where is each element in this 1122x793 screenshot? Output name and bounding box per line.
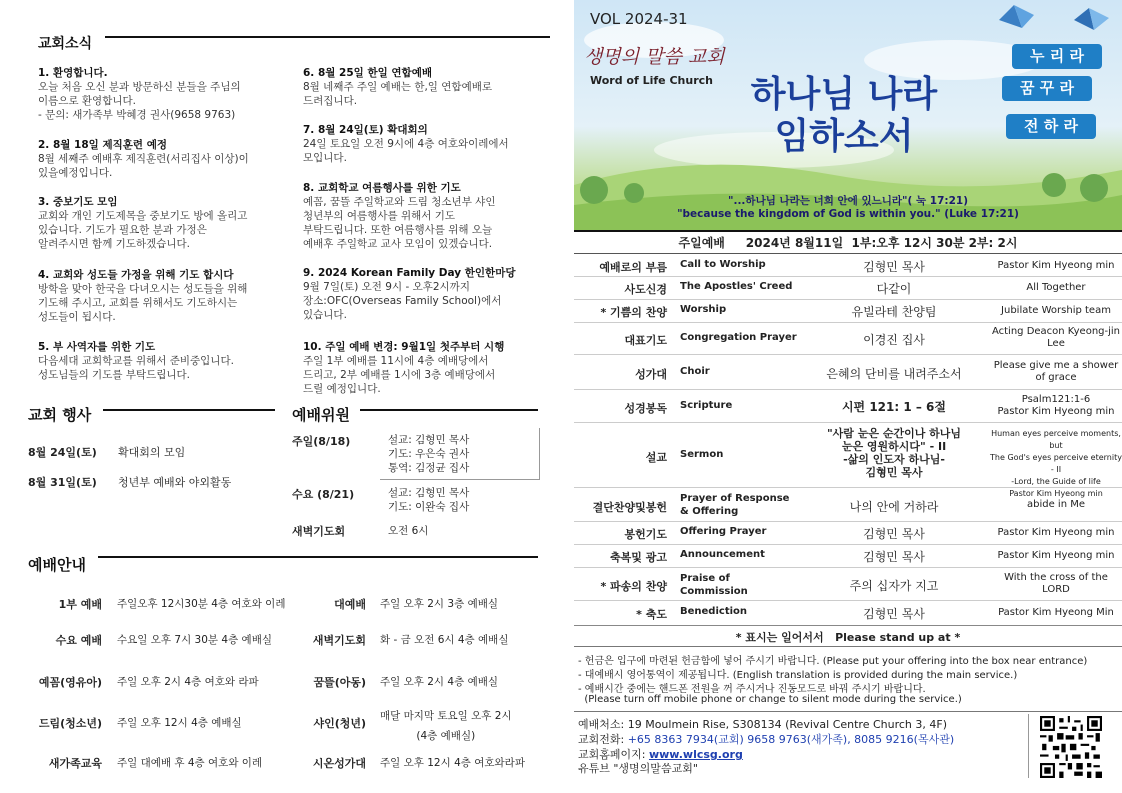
note-line: - 대예배시 영어통역이 제공됩니다. (English translation is provided during the main service.) xyxy=(578,670,1018,681)
order-kr: 설교 xyxy=(645,451,667,464)
order-row xyxy=(574,522,1122,545)
order-value: "사람 눈은 순간이나 하나님 눈은 영원하시다" - II -삶의 인도자 하나님- 김형민 목사 xyxy=(826,427,962,479)
order-who: Please give me a shower of grace xyxy=(993,360,1119,383)
order-kr: 축복및 광고 xyxy=(610,551,667,564)
phone-numbers: +65 8363 7934(교회) 9658 9763(새가족), 8085 9216(목사관) xyxy=(627,733,955,746)
event-date: 8월 31일(토) xyxy=(28,476,97,489)
qr-divider xyxy=(1028,714,1029,778)
order-who: Pastor Kim Hyeong min xyxy=(997,527,1115,538)
committee-lines: 설교: 김형민 목사 기도: 이완숙 집사 xyxy=(388,487,470,513)
service-value: 주일 대예배 후 4층 여호와 이레 xyxy=(117,757,263,769)
youtube-line: 유튜브 "생명의말씀교회" xyxy=(578,762,698,775)
order-en: Prayer of Response & Offering xyxy=(680,493,790,517)
news-item-title: 4. 교회와 성도들 가정을 위해 기도 합시다 xyxy=(38,269,234,281)
title-line-1: 하나님 나라 xyxy=(750,74,938,115)
service-value: 주일 오후 12시 4층 예배실 xyxy=(117,717,242,729)
news-item xyxy=(303,266,548,322)
order-who: Psalm121:1-6 Pastor Kim Hyeong min xyxy=(997,394,1115,417)
service-label: 새가족교육 xyxy=(48,757,102,770)
news-item-body: 24일 토요일 오전 9시에 4층 여호와이레에서 모입니다. xyxy=(303,138,509,164)
church-name-en: Word of Life Church xyxy=(590,74,713,87)
notes-divider xyxy=(574,646,1122,647)
committee-label: 수요 (8/21) xyxy=(292,488,355,501)
event-date: 8월 24일(토) xyxy=(28,446,97,459)
order-en: Congregation Prayer xyxy=(680,332,797,343)
committee-divider xyxy=(360,409,538,411)
order-row xyxy=(574,256,1122,277)
service-label: 꿈뜰(아동) xyxy=(313,676,366,689)
service-value: 수요일 오후 7시 30분 4층 예배실 xyxy=(117,634,272,646)
order-en: Call to Worship xyxy=(680,259,766,270)
service-value: 주일오후 12시30분 4층 여호와 이레 xyxy=(117,598,286,610)
order-row xyxy=(574,545,1122,568)
note-line: - 헌금은 입구에 마련된 헌금함에 넣어 주시기 바랍니다. (Please put your offering into the box near entrance) xyxy=(578,656,1088,667)
order-who: With the cross of the LORD xyxy=(1004,572,1108,595)
order-value: 다같이 xyxy=(876,282,912,296)
service-label: 새벽기도회 xyxy=(312,634,366,647)
service-value: 주일 오후 12시 4층 여호와라파 xyxy=(380,757,525,769)
order-value: 주의 십자가 지고 xyxy=(849,579,939,593)
sermon-series-title xyxy=(734,74,954,158)
verse-english: "because the kingdom of God is within you." (Luke 17:21) xyxy=(677,208,1019,220)
order-row xyxy=(574,601,1122,626)
order-kr: 봉헌기도 xyxy=(624,528,667,541)
events-section-title: 교회 행사 xyxy=(28,406,92,424)
news-item-body: 오늘 처음 오신 분과 방문하신 분들을 주님의 이름으로 환영합니다. - 문의: 새가족부 박혜경 권사(9658 9763) xyxy=(38,81,241,121)
service-label: 대예배 xyxy=(334,598,366,611)
verse-korean: "...하나님 나라는 너희 안에 있느니라"( 눅 17:21) xyxy=(727,195,968,207)
news-item-title: 9. 2024 Korean Family Day 한인한마당 xyxy=(303,267,516,279)
news-item-body: 예꼼, 꿈뜰 주일학교와 드림 청소년부 샤인 청년부의 여름행사를 위해서 기도 부탁드립니다. 또한 여름행사를 위해 오늘 예배후 주일학교 교사 모임이 있겠습니다. xyxy=(303,196,496,250)
order-who: Jubilate Worship team xyxy=(1001,305,1111,316)
order-row xyxy=(574,355,1122,390)
news-item xyxy=(303,123,548,165)
order-row xyxy=(574,390,1122,423)
news-item-title: 7. 8월 24일(토) 확대회의 xyxy=(303,124,428,136)
news-item xyxy=(38,66,283,122)
order-en: Offering Prayer xyxy=(680,526,767,537)
order-row xyxy=(574,300,1122,323)
news-item-body: 방학을 맞아 한국을 다녀오시는 성도들을 위해 기도해 주시고, 교회를 위해서도 기도하시는 성도들이 됩시다. xyxy=(38,283,248,323)
news-item xyxy=(38,138,283,180)
news-item-body: 9월 7일(토) 오전 9시 - 오후2시까지 장소:OFC(Overseas Family School)에서 있습니다. xyxy=(303,281,502,321)
order-who: Pastor Kim Hyeong Min xyxy=(998,607,1114,618)
contact-divider xyxy=(574,711,1122,712)
service-label: 1부 예배 xyxy=(58,598,102,611)
order-who: Acting Deacon Kyeong-jin Lee xyxy=(991,326,1121,349)
event-text: 청년부 예배와 야외활동 xyxy=(118,476,232,489)
order-kr: 성가대 xyxy=(635,368,667,381)
order-kr: * 축도 xyxy=(636,608,667,621)
news-item xyxy=(38,195,283,251)
order-en: The Apostles' Creed xyxy=(680,281,793,292)
services-section-title: 예배안내 xyxy=(28,556,86,574)
phone-line xyxy=(578,731,954,747)
service-value: 주일 오후 2시 4층 예배실 xyxy=(380,676,498,688)
note-line: (Please turn off mobile phone or change to silent mode during the service.) xyxy=(578,694,962,705)
committee-lines: 설교: 김형민 목사 기도: 우은숙 권사 통역: 김정균 집사 xyxy=(388,434,470,474)
badge-kkumkura: 꿈 꾸 라 xyxy=(1002,76,1092,101)
order-kr: * 파송의 찬양 xyxy=(600,580,667,593)
order-who: Pastor Kim Hyeong min xyxy=(997,260,1115,271)
title-line-2: 임하소서 xyxy=(774,116,914,157)
order-en: Praise of Commission xyxy=(680,573,748,597)
order-value: 김형민 목사 xyxy=(863,527,925,541)
order-value: 시편 121: 1 – 6절 xyxy=(841,400,947,414)
news-item-body: 교회와 개인 기도제목을 중보기도 방에 올리고 있습니다. 기도가 필요한 분과 가정은 알려주시면 함께 기도하겠습니다. xyxy=(38,210,248,250)
news-item-body: 8월 네째주 주일 예배는 한,일 연합예배로 드려집니다. xyxy=(303,81,492,107)
website-link[interactable]: www.wlcsg.org xyxy=(648,748,743,761)
order-en: Sermon xyxy=(680,449,724,460)
order-value: 유빌라테 찬양팀 xyxy=(851,305,937,319)
order-row xyxy=(574,568,1122,601)
news-item-title: 5. 부 사역자를 위한 기도 xyxy=(38,341,156,353)
order-who: Pastor Kim Hyeong min xyxy=(997,550,1115,561)
order-who: Human eyes perceive moments, but The God's eyes perceive eternity - II -Lord, the Guide of life Pastor Kim Hyeong min xyxy=(990,429,1122,498)
news-divider xyxy=(105,36,550,38)
committee-label: 새벽기도회 xyxy=(292,525,346,538)
order-value: 이경진 집사 xyxy=(863,333,925,347)
order-en: Announcement xyxy=(680,549,765,560)
web-label: 교회홈페이지: xyxy=(578,748,649,761)
service-value: 주일 오후 2시 4층 여호와 라파 xyxy=(117,676,259,688)
phone-label: 교회전화: xyxy=(578,733,628,746)
order-kr: 결단찬양및봉헌 xyxy=(592,501,667,514)
news-item xyxy=(38,268,283,324)
note-line: - 예배시간 중에는 핸드폰 전원을 꺼 주시거나 진동모드로 바꿔 주시기 바랍니다. xyxy=(578,684,926,695)
order-value: 은혜의 단비를 내려주소서 xyxy=(826,367,962,381)
order-row xyxy=(574,277,1122,300)
badge-nurira: 누 리 라 xyxy=(1012,44,1102,69)
hero-banner xyxy=(574,0,1122,230)
church-name-kr: 생명의 말씀 교회 xyxy=(584,46,725,68)
badge-jeonhara: 전 하 라 xyxy=(1006,114,1096,139)
news-section-title: 교회소식 xyxy=(38,36,93,52)
news-item xyxy=(38,340,283,382)
service-label: 수요 예배 xyxy=(55,634,102,647)
news-item-title: 8. 교회학교 여름행사를 위한 기도 xyxy=(303,182,461,194)
news-item-title: 10. 주일 예배 변경: 9월1일 첫주부터 시행 xyxy=(303,341,505,353)
committee-section-title: 예배위원 xyxy=(292,406,350,424)
events-divider xyxy=(103,409,275,411)
order-kr: 사도신경 xyxy=(624,283,667,296)
order-kr: * 기쁨의 찬양 xyxy=(600,306,667,319)
committee-label: 주일(8/18) xyxy=(292,435,351,448)
news-item-body: 다음세대 교회학교를 위해서 준비중입니다. 성도님들의 기도를 부탁드립니다. xyxy=(38,355,234,381)
service-value: 주일 오후 2시 3층 예배실 xyxy=(380,598,498,610)
qr-code-icon[interactable] xyxy=(1040,716,1102,778)
news-item-title: 6. 8월 25일 한일 연합예배 xyxy=(303,67,432,79)
service-label: 드림(청소년) xyxy=(38,717,102,730)
services-divider xyxy=(98,556,538,558)
service-header: 주일예배 2024년 8월11일 1부:오후 12시 30분 2부: 2시 xyxy=(678,236,1018,250)
order-en: Benediction xyxy=(680,606,748,617)
news-item xyxy=(303,66,548,108)
news-item-body: 8월 세째주 예배후 제직훈련(서리집사 이상)이 있을예정입니다. xyxy=(38,153,249,179)
order-who: abide in Me xyxy=(1026,499,1085,510)
order-row xyxy=(574,423,1122,498)
order-kr: 예배로의 부름 xyxy=(599,261,667,274)
service-label: 시온성가대 xyxy=(312,757,366,770)
news-item-title: 3. 중보기도 모임 xyxy=(38,196,118,208)
order-en: Scripture xyxy=(680,400,733,411)
news-item-title: 1. 환영합니다. xyxy=(38,67,108,79)
news-item-body: 주일 1부 예배를 11시에 4층 예배당에서 드리고, 2부 예배를 1시에 3층 예배당에서 드릴 예정입니다. xyxy=(303,355,496,395)
order-en: Choir xyxy=(680,366,710,377)
order-kr: 성경봉독 xyxy=(624,402,667,415)
service-value: 매달 마지막 토요일 오후 2시 (4층 예배실) xyxy=(380,710,512,742)
order-value: 김형민 목사 xyxy=(863,607,925,621)
stand-note: * 표시는 일어서서 Please stand up at * xyxy=(735,631,961,644)
event-text: 확대회의 모임 xyxy=(118,446,186,459)
order-kr: 대표기도 xyxy=(624,334,667,347)
volume-label: VOL 2024-31 xyxy=(590,10,688,28)
news-item xyxy=(303,340,548,396)
service-label: 샤인(청년) xyxy=(313,717,366,730)
order-value: 나의 안에 거하라 xyxy=(849,500,939,514)
order-who: All Together xyxy=(1026,282,1086,293)
address: 예배처소: 19 Moulmein Rise, S308134 (Revival Centre Church 3, 4F) xyxy=(578,718,948,731)
order-en: Worship xyxy=(680,304,727,315)
committee-lines: 오전 6시 xyxy=(388,525,429,537)
news-item xyxy=(303,181,548,251)
news-item-title: 2. 8월 18일 제직훈련 예정 xyxy=(38,139,167,151)
order-value: 김형민 목사 xyxy=(863,260,925,274)
order-row xyxy=(574,488,1122,522)
order-row xyxy=(574,323,1122,355)
service-value: 화 - 금 오전 6시 4층 예배실 xyxy=(380,634,509,646)
order-value: 김형민 목사 xyxy=(863,550,925,564)
service-label: 예꼼(영유아) xyxy=(38,676,102,689)
